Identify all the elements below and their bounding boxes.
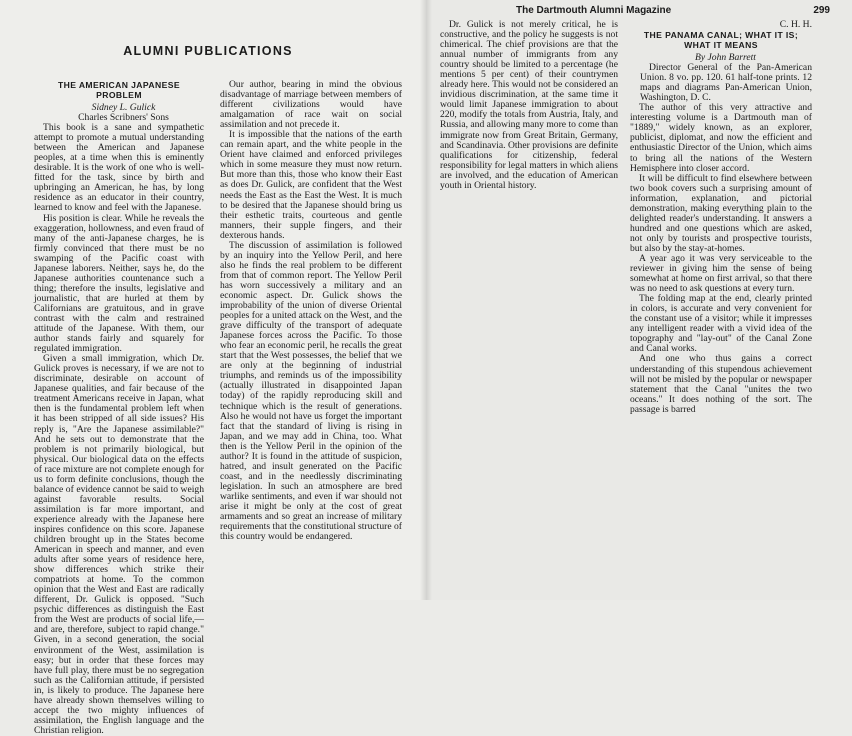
review-initials: C. H. H. xyxy=(779,19,812,30)
paragraph: It is impossible that the nations of the earth can remain apart, and the white people in the Orient have claimed and enforced privileges which in some measure they must now return. But more than this, those who know their East as does Dr. Gulick, are confident that the West needs the East as the East the West. It is much to be desired that the Japanese should bring us their esthetic traits, courteous and gentle manners, their supple fingers, and their dexterous hands. xyxy=(220,129,402,241)
review-title-panama: THE PANAMA CANAL; WHAT IT IS; WHAT IT MEANS xyxy=(643,30,799,51)
paragraph: His position is clear. While he reveals the exaggeration, hollowness, and even fraud of many of the anti-Japanese charges, he is firmly convinced that there must be no swamping of the Pacific coast with Japanese laborers. Neither, says he, do the Japanese authorities countenance such a thing; therefore the insults, legislative and journalistic, that are hurled at them by Californians are gratuitous, and in grave contrast with the calm and restrained attitude of the Japanese. With them, our author stands fairly and squarely for regulated immigration. xyxy=(34,212,204,355)
review-author-gulick: Sidney L. Gulick xyxy=(91,102,156,113)
column-4 xyxy=(630,20,812,600)
review-title-japanese: THE AMERICAN JAPANESE PROBLEM xyxy=(57,80,181,100)
review-publisher: Charles Scribners' Sons xyxy=(78,112,169,124)
paragraph: The folding map at the end, clearly printed in colors, is accurate and very convenient for the constant use of a visitor; while it impresses any intelligent reader with a vivid idea of the topography and "lay-out" of the Canal Zone and Canal works. xyxy=(630,293,812,355)
column-3 xyxy=(440,20,618,600)
magazine-title: The Dartmouth Alumni Magazine xyxy=(516,5,672,16)
paragraph: It will be difficult to find elsewhere between two book covers such a surprising amount of information, explanation, and pictorial demonstration, making everything plain to the delighted reader's understanding. It answers a hundred and one questions which are asked, not only by tourists and prospective tourists, but also by the stay-at-homes. xyxy=(630,172,812,254)
section-title: ALUMNI PUBLICATIONS xyxy=(123,44,293,58)
paragraph: And one who thus gains a correct understanding of this stupendous achievement will not be misled by the popular or newspaper statement that the Canal "unites the two oceans." It does nothing of the sort. The passage is barred xyxy=(630,353,812,415)
paragraph: Dr. Gulick is not merely critical, he is constructive, and the policy he suggests is not chimerical. The chief provisions are that the annual number of immigrants from any country should be limited to a percentage (he mentions 5 per cent) of their countrymen already here. This would not be considered an invidious discrimination, at the same time it would limit Japanese immigration to about 220, modify the totals from Austria, Italy, and Russia, and allowing many more to come than immigrate now from Great Britain, Germany, and Scandinavia. Other provisions are definite qualifications for citizenship, federal responsibility for legal matters in which aliens are involved, and the education of American youth in Oriental history. xyxy=(440,19,618,191)
paragraph: A year ago it was very serviceable to the reviewer in giving him the sense of being somewhat at home on first arrival, so that there was no need to ask questions at every turn. xyxy=(630,252,812,295)
page-number: 299 xyxy=(813,5,830,16)
review-author-barrett: By John Barrett xyxy=(695,52,756,64)
column-2 xyxy=(220,80,402,600)
paragraph: Our author, bearing in mind the obvious disadvantage of marriage between members of different civilizations would have amalgamation of race wait on social assimilation and not precede it. xyxy=(220,79,402,131)
book-details: Director General of the Pan-American Union. 8 vo. pp. 120. 61 half-tone prints. 12 maps and diagrams Pan-American Union, Washington, D. C. xyxy=(640,62,812,104)
right-page xyxy=(426,0,852,600)
paragraph: The discussion of assimilation is followed by an inquiry into the Yellow Peril, and here also he finds the real problem to be different from that of common report. The Yellow Peril has worn successively a military and an economic aspect. Dr. Gulick shows the improbability of the union of diverse Oriental peoples for a united attack on the West, and the grave difficulty of the transport of adequate Japanese forces across the Pacific. To those who fear an economic peril, he recalls the great start that the West possesses, the belief that we are only at the beginning of industrial triumphs, and reminds us of the impossibility (actually illustrated in disappointed Japan today) of the rapidly reproducing skill and technique which is the result of generations. Also he would not have us forget the important fact that the standard of living is rising in Japan, and we may add in China, too. What then is the Yellow Peril in the opinion of the author? It is found in the attitude of suspicion, hatred, and insult generated on the Pacific coast, and in the needlessly discriminating legislation. In such an atmosphere are bred warlike sentiments, and even if war should not arise it might be only at the cost of great armaments and so great an increase of military requirements that the constitutional structure of this country would be endangered. xyxy=(220,239,402,543)
paragraph: This book is a sane and sympathetic attempt to promote a mutual understanding between the American and Japanese peoples, at a time when this is eminently desirable. It is the work of one who is well-fitted for the task, since by birth and upbringing an American, he has, by long residence as an educator in their country, learned to know and feel with the Japanese. xyxy=(34,122,204,214)
column-1 xyxy=(34,80,204,736)
page-gutter xyxy=(420,0,432,600)
paragraph: The author of this very attractive and interesting volume is a Dartmouth man of "1889," widely known, as an explorer, publicist, diplomat, and now the efficient and enthusiastic Director of the Union, which aims to bring all the nations of the Western Hemisphere into closer accord. xyxy=(630,102,812,174)
running-head xyxy=(516,5,830,16)
paragraph: Given a small immigration, which Dr. Gulick proves is necessary, if we are not to discriminate, desirable on account of Japanese qualities, and fair because of the treatment Americans receive in Japan, what then is the fundamental problem left when it has been stripped of all side issues? His reply is, "Are the Japanese assimilable?" And he sets out to demonstrate that the problem is not primarily biological, but physical. Our biological data on the effects of race mixture are not complete enough for us to form definite conclusions, though the balance of evidence cannot be said to weigh against favorable results. Social assimilation is far more important, and experience already with the Japanese here inspires confidence on this score. Japanese children brought up in the States become American in speech and manner, and even adults after some years of residence here, show differences which strike their compatriots at home. To the common opinion that the West and East are radically different, Dr. Gulick is opposed. "Such psychic differences as distinguish the East from the West are products of social life,—and are, therefore, subject to rapid change." Given, in a second generation, the social environment of the West, assimilation is easy; but in order that these forces may have full play, there must be no segregation such as the Californian attitude, if persisted in, is likely to produce. The Japanese here have already shown themselves willing to accept the two mighty influences of assimilation, the English language and the Christian religion. xyxy=(34,353,204,736)
